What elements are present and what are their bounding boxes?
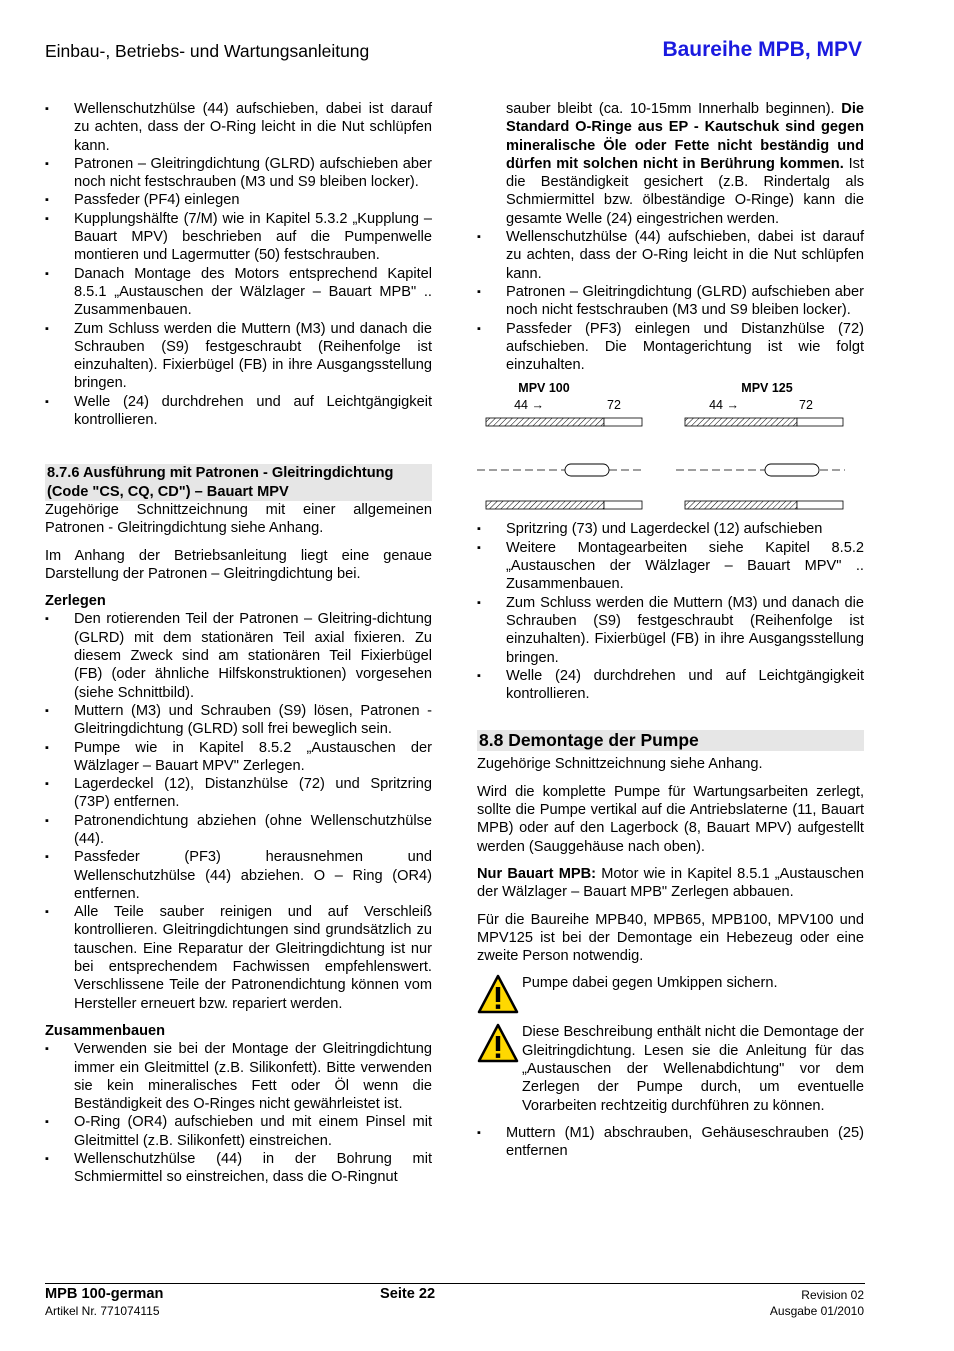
list-item: ▪ Passfeder (PF3) herausnehmen und Wellenschutzhülse (44) abziehen. O – Ring (OR4) entfernen. [45,848,432,903]
list-item: ▪ Den rotierenden Teil der Patronen – Gleitring-dichtung (GLRD) mit dem stationären Teil axial fixieren. Zu diesem Zweck sind am stationären Teil Fixierbügel (FB) (oder ähnliche Hilfskonstruktionen) vorgesehen (siehe Schnittbild). [45,610,432,701]
footer-edition: Ausgabe 01/2010 [769,1304,864,1318]
warning-text: Diese Beschreibung enthält nicht die Demontage der Gleitringdichtung. Lesen sie die Anleitung für das „Austauschen der Wellenabdichtung" vor dem Zerlegen der Pumpe durch, um eventuelle Vorarbeiten rechtzeitig durchführen zu können. [522,1024,864,1114]
mpv125-sleeve-top [685,418,797,426]
footer-divider [45,1283,865,1284]
mpv100-key [565,464,609,476]
paragraph: Nur Bauart MPB: Motor wie in Kapitel 8.5.1 „Austauschen der Wälzlager – Bauart MPB" Zerlegen abbauen. [477,865,864,901]
list-item: ▪ Wellenschutzhülse (44) aufschieben, dabei ist darauf zu achten, dass der O-Ring leicht in die Nut schlüpfen kann. [45,100,432,155]
header-series: Baureihe MPB, MPV [662,38,862,61]
footer-revision: Revision 02 [801,1288,864,1302]
footer-article-number: Artikel Nr. 771074115 [45,1304,160,1318]
warning-box [477,1023,864,1114]
list-item: ▪ Verwenden sie bei der Montage der Gleitringdichtung immer ein Gleitmittel (z.B. Silikonfett). Bitte verwenden sie kein mineralisches Fett oder Öl wenn die Beständigkeit des O-Ringes nicht gewährleistet ist. [45,1040,432,1113]
list-item: ▪ Muttern (M3) und Schrauben (S9) lösen, Patronen - Gleitringdichtung (GLRD) soll frei beweglich sein. [45,702,432,739]
mpv125-key [765,464,819,476]
list-item: ▪ Welle (24) durchdrehen und auf Leichtgängigkeit kontrollieren. [477,667,864,704]
paragraph: Im Anhang der Betriebsanleitung liegt eine genaue Darstellung der Patronen – Gleitringdichtung bei. [45,547,432,582]
mpv100-title: MPV 100 [518,381,570,396]
mpv100-sleeve-bottom [486,501,604,509]
mpv100-distance-bottom [604,501,642,509]
section-heading-876: 8.7.6 Ausführung mit Patronen - Gleitringdichtung (Code "CS, CQ, CD") – Bauart MPV [45,464,432,501]
warning-icon [477,974,519,1014]
list-item: ▪ Weitere Montagearbeiten siehe Kapitel 8.5.2 „Austauschen der Wälzlager – Bauart MPV" .. Zusammenbauen. [477,539,864,594]
list-item: ▪ O-Ring (OR4) aufschieben und mit einem Pinsel mit Gleitmittel (z.B. Silikonfett) einstreichen. [45,1113,432,1150]
list-item: ▪ Alle Teile sauber reinigen und auf Verschleiß kontrollieren. Gleitringdichtungen sind grundsätzlich zu tauschen. Eine Reparatur der Gleitringdichtung ist nur bei entsprechendem Fachwissen empfehlenswert. Verschlissene Teile der Patronendichtung können vom Hersteller erneuert bzw. repariert werden. [45,903,432,1013]
list-item: ▪ Wellenschutzhülse (44) aufschieben, dabei ist darauf zu achten, dass der O-Ring leicht in die Nut schlüpfen kann. [477,228,864,283]
footer-doc-name: MPB 100-german [45,1286,164,1302]
list-item: ▪ Pumpe wie in Kapitel 8.5.2 „Austauschen der Wälzlager – Bauart MPV" Zerlegen. [45,739,432,776]
warning-icon [477,1023,519,1063]
section-heading-88: 8.8 Demontage der Pumpe [477,730,864,751]
list-item: ▪ Danach Montage des Motors entsprechend Kapitel 8.5.1 „Austauschen der Wälzlager – Bauart MPB" .. Zusammenbauen. [45,265,432,320]
mpv125-sleeve-bottom [685,501,797,509]
subheading-zusammenbauen: Zusammenbauen [45,1022,166,1039]
mpv125-distance-top [797,418,843,426]
warning-text: Pumpe dabei gegen Umkippen sichern. [522,975,778,992]
warning-box [477,974,864,1014]
mpv125-label-72: 72 [799,398,813,413]
bold-warning-text: Die Standard O-Ringe aus EP - Kautschuk sind gegen mineralische Öle oder Fette nicht beständig und dürfen mit solchen nicht in Berührung kommen. [506,101,865,172]
paragraph: Wird die komplette Pumpe für Wartungsarbeiten zerlegt, sollte die Pumpe vertikal auf die Antriebslaterne (11, Bauart MPB) oder auf den Lagerbock (8, Bauart MPV) aufgestellt werden (Sauggehäuse nach oben). [477,783,864,855]
right-column [477,100,864,1160]
list-item: ▪ Patronen – Gleitringdichtung (GLRD) aufschieben aber noch nicht festschrauben (M3 und S9 bleiben locker). [45,155,432,192]
list-item: ▪ Kupplungshälfte (7/M) wie in Kapitel 5.3.2 „Kupplung – Bauart MPV) beschrieben auf die Pumpenwelle montieren und Lagermutter (50) festschrauben. [45,210,432,265]
bullet-list-assembly [477,228,864,374]
paragraph: Zugehörige Schnittzeichnung siehe Anhang. [477,756,763,773]
mpv100-label-44: 44 → [514,398,544,413]
list-item: ▪ Zum Schluss werden die Muttern (M3) und danach die Schrauben (S9) festgeschraubt (Reihenfolge ist einzuhalten). Fixierbügel (FB) in ihre Ausgangsstellung bringen. [477,594,864,667]
list-item: ▪ Patronendichtung abziehen (ohne Wellenschutzhülse (44). [45,812,432,849]
footer-page-number: Seite 22 [380,1286,436,1302]
mpv125-distance-bottom [797,501,843,509]
subheading-zerlegen: Zerlegen [45,593,106,610]
list-item: ▪ Passfeder (PF3) einlegen und Distanzhülse (72) aufschieben. Die Montagerichtung ist wie folgt einzuhalten. [477,320,864,375]
bullet-list-final-assembly [477,520,864,703]
list-item: ▪ Spritzring (73) und Lagerdeckel (12) aufschieben [477,520,864,538]
bullet-list-zerlegen [45,610,432,1013]
list-item: ▪ Lagerdeckel (12), Distanzhülse (72) und Spritzring (73P) entfernen. [45,775,432,812]
bullet-list-montage [45,100,432,429]
mpv100-distance-top [604,418,642,426]
paragraph-continued: sauber bleibt (ca. 10-15mm Innerhalb beginnen). Die Standard O-Ringe aus EP - Kautschuk sind gegen mineralische Öle oder Fette nicht beständig und dürfen mit solchen nicht in Berührung kommen. Ist die Beständigkeit gesichert (z.B. Rindertalg als Schmiermittel bzw. ölbeständige O-Ringe) kann die gesamte Welle (24) eingestrichen werden. [506,101,865,227]
diagram-mpv125 [676,381,845,509]
bullet-list-zusammenbauen [45,1040,432,1186]
paragraph: Zugehörige Schnittzeichnung mit einer allgemeinen Patronen - Gleitringdichtung siehe Anhang. [45,501,432,537]
mpv125-title: MPV 125 [741,381,793,396]
list-item: ▪ Zum Schluss werden die Muttern (M3) und danach die Schrauben (S9) festgeschraubt (Reihenfolge ist einzuhalten). Fixierbügel (FB) in ihre Ausgangsstellung bringen. [45,320,432,393]
left-column [45,100,432,1187]
bullet-list-demontage [477,1124,864,1161]
mpv100-sleeve-top [486,418,604,426]
diagram-mpv100 [477,381,644,509]
paragraph: Für die Baureihe MPB40, MPB65, MPB100, MPV100 und MPV125 ist bei der Demontage ein Hebezeug oder eine zweite Person notwendig. [477,911,864,965]
mpv125-label-44: 44 → [709,398,739,413]
list-item: ▪ Passfeder (PF4) einlegen [45,191,432,209]
mpv100-label-72: 72 [607,398,621,413]
list-item: ▪ Muttern (M1) abschrauben, Gehäuseschrauben (25) entfernen [477,1124,864,1161]
header-title: Einbau-, Betriebs- und Wartungsanleitung [45,41,370,61]
sleeve-orientation-diagram [477,374,864,512]
list-item: ▪ Patronen – Gleitringdichtung (GLRD) aufschieben aber noch nicht festschrauben (M3 und S9 bleiben locker). [477,283,864,320]
list-item: ▪ Wellenschutzhülse (44) in der Bohrung mit Schmiermittel so einstreichen, dass die O-Ringnut [45,1150,432,1187]
list-item: ▪ Welle (24) durchdrehen und auf Leichtgängigkeit kontrollieren. [45,393,432,430]
diagram-svg [477,374,864,512]
